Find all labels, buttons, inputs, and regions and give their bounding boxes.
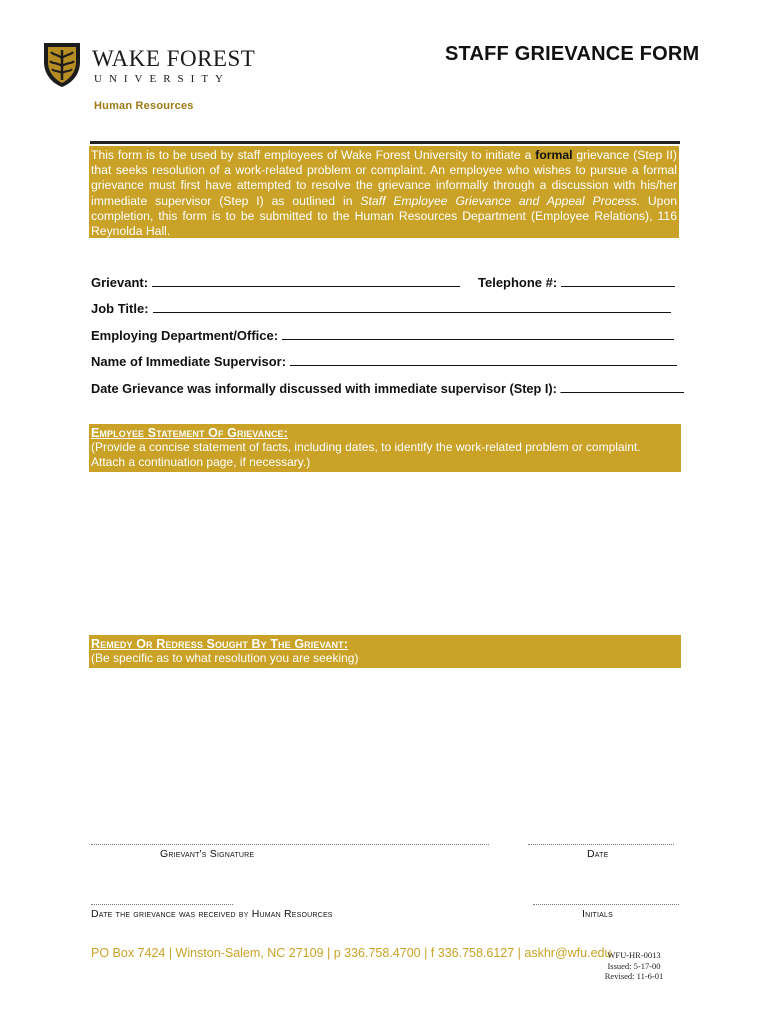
statement-section-header — [89, 424, 681, 472]
form-number: WFU-HR-0013 — [607, 950, 661, 960]
logo-university-text: UNIVERSITY — [94, 73, 230, 85]
remedy-section-header — [89, 635, 681, 668]
revised-date: Revised: 11-6-01 — [604, 971, 664, 981]
logo-wordmark: WAKE FOREST — [92, 46, 256, 71]
grievant-signature-line[interactable] — [91, 844, 489, 845]
telephone-field — [478, 275, 675, 290]
grievant-input-line[interactable] — [152, 285, 460, 287]
job-title-field — [91, 301, 671, 316]
initials-label: Initials — [582, 908, 613, 920]
statement-instructions-1: (Provide a concise statement of facts, including dates, to identify the work-related problem or complaint. — [91, 440, 641, 454]
department-input-line[interactable] — [282, 338, 674, 340]
header-divider — [90, 141, 680, 144]
shield-icon — [42, 40, 82, 88]
grievant-field — [91, 275, 460, 290]
intro-text-3: Upon completion, this form is to be submitted to the Human Resources Department (Employee Relations), 116 Reynolda Hall. — [91, 193, 678, 239]
telephone-input-line[interactable] — [561, 285, 675, 287]
date-received-label: Date the grievance was received by Human Resources — [91, 908, 333, 920]
date-received-line[interactable] — [91, 904, 233, 905]
supervisor-label: Name of Immediate Supervisor: — [91, 354, 287, 369]
date-discussed-label: Date Grievance was informally discussed with immediate supervisor (Step I): — [91, 381, 557, 396]
statement-heading: Employee Statement Of Grievance: — [91, 426, 288, 440]
department-field-label: Employing Department/Office: — [91, 328, 279, 343]
footer-contact: PO Box 7424 | Winston-Salem, NC 27109 | p 336.758.4700 | f 336.758.6127 | askhr@wfu.edu — [91, 946, 612, 960]
department-label: Human Resources — [94, 100, 194, 112]
department-field — [91, 328, 674, 343]
statement-text-area[interactable] — [89, 473, 681, 633]
intro-text-1: This form is to be used by staff employees of Wake Forest University to initiate a — [91, 148, 536, 162]
grievant-signature-label: Grievant's Signature — [160, 848, 255, 860]
supervisor-input-line[interactable] — [290, 364, 677, 366]
issued-date: Issued: 5-17-00 — [607, 961, 661, 971]
page-title: STAFF GRIEVANCE FORM — [445, 43, 700, 65]
intro-box — [89, 146, 679, 238]
initials-line[interactable] — [533, 904, 679, 905]
job-title-input-line[interactable] — [153, 311, 671, 313]
telephone-label: Telephone #: — [478, 275, 558, 290]
intro-text-italic: Staff Employee Grievance and Appeal Process. — [360, 193, 640, 208]
signature-date-line[interactable] — [528, 844, 674, 845]
intro-text-2: grievance (Step II) that seeks resolution of a work-related problem or complaint. An employee who wishes to pursue a formal grievance must first have attempted to resolve the grievance informally through a discussion with his/her immediate supervisor (Step I) as outlined in — [91, 148, 677, 208]
remedy-text-area[interactable] — [89, 670, 681, 830]
date-discussed-field — [91, 381, 684, 396]
supervisor-field — [91, 354, 677, 369]
date-discussed-input-line[interactable] — [561, 391, 684, 393]
intro-text-bold: formal — [535, 148, 573, 162]
statement-instructions-2: Attach a continuation page, if necessary.) — [91, 455, 311, 469]
university-logo — [42, 40, 256, 100]
remedy-heading: Remedy Or Redress Sought By The Grievant: — [91, 637, 348, 651]
grievant-label: Grievant: — [91, 275, 149, 290]
remedy-instructions: (Be specific as to what resolution you are seeking) — [91, 651, 359, 665]
job-title-label: Job Title: — [91, 301, 149, 316]
date-label: Date — [587, 848, 609, 860]
